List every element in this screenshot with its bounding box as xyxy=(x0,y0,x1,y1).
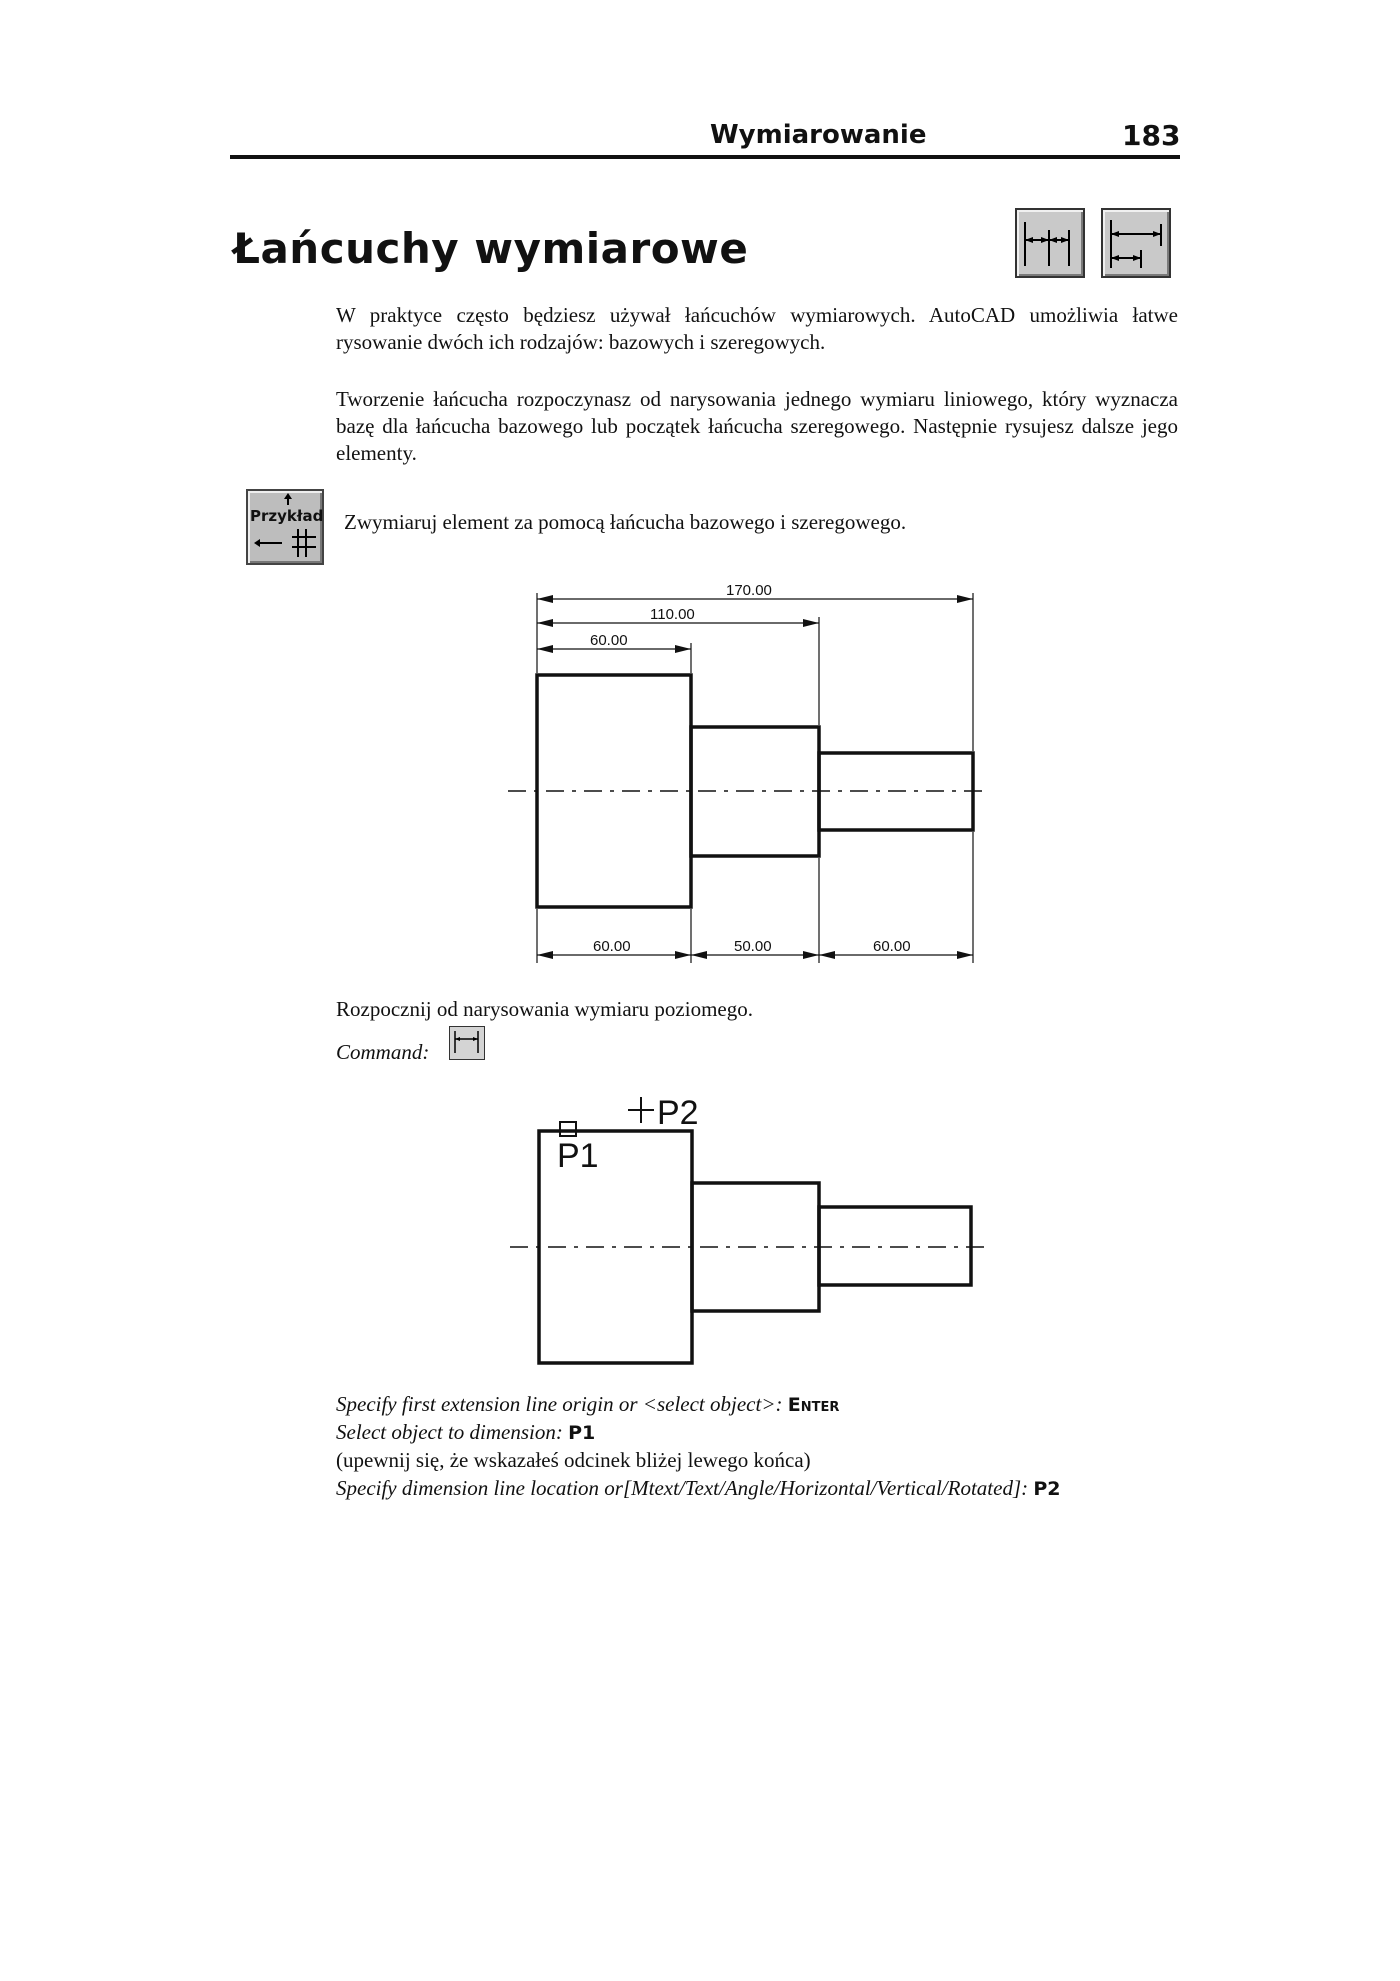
page-number: 183 xyxy=(1122,119,1181,152)
prompt-1-key: Enter xyxy=(787,1394,840,1416)
dimension-baseline-icon[interactable] xyxy=(1015,208,1085,278)
running-header-title: Wymiarowanie xyxy=(710,120,927,150)
dim-label-50-bottom: 50.00 xyxy=(734,938,772,955)
dim-label-60-top: 60.00 xyxy=(590,632,628,649)
prompt-line-1 xyxy=(336,1390,839,1419)
dim-label-60-bottom-left: 60.00 xyxy=(593,938,631,955)
dim-label-110: 110.00 xyxy=(650,606,695,623)
prompt-1-text: Specify first extension line origin or <select object>: xyxy=(336,1392,783,1416)
prompt-3-text: (upewnij się, że wskazałeś odcinek bliżej lewego końca) xyxy=(336,1448,811,1472)
prompt-2-key: P1 xyxy=(568,1422,596,1444)
prompt-line-4 xyxy=(336,1474,1061,1503)
dimension-continue-icon[interactable] xyxy=(1101,208,1171,278)
prompt-line-2 xyxy=(336,1418,595,1447)
example-icon-label: Przykład xyxy=(250,507,324,525)
prompt-line-3 xyxy=(336,1446,811,1474)
linear-dimension-icon[interactable] xyxy=(449,1026,485,1060)
command-label: Command: xyxy=(336,1040,430,1064)
pick-box-marker xyxy=(560,1122,576,1136)
paragraph-intro: W praktyce często będziesz używał łańcuchów wymiarowych. AutoCAD umożliwia łatwe rysowanie dwóch ich rodzajów: bazowych i szeregowych. xyxy=(336,303,1178,354)
example-text: Zwymiaruj element za pomocą łańcucha bazowego i szeregowego. xyxy=(344,510,907,534)
example-icon xyxy=(246,489,324,565)
example-icon-arrows xyxy=(248,491,322,563)
linear-dimension-glyph xyxy=(450,1027,483,1058)
prompt-4-key: P2 xyxy=(1033,1478,1061,1500)
paragraph-chain: Tworzenie łańcucha rozpoczynasz od narysowania jednego wymiaru liniowego, który wyznacza bazę dla łańcucha bazowego lub początek łańcucha szeregowego. Następnie rysujesz dalsze jego elementy. xyxy=(336,387,1178,465)
point-label-p2: P2 xyxy=(657,1094,699,1132)
dim-label-60-bottom-right: 60.00 xyxy=(873,938,911,955)
figure-dimension-chain xyxy=(500,575,1000,975)
figure-select-points xyxy=(500,1085,1000,1375)
dim-label-170: 170.00 xyxy=(726,582,772,599)
dimension-continue-glyph xyxy=(1103,210,1169,276)
point-label-p1: P1 xyxy=(557,1137,599,1175)
instruction-text: Rozpocznij od narysowania wymiaru poziomego. xyxy=(336,997,753,1021)
shaft-part-small xyxy=(819,1207,971,1285)
prompt-4-text: Specify dimension line location or[Mtext/Text/Angle/Horizontal/Vertical/Rotated]: xyxy=(336,1476,1029,1500)
section-title: Łańcuchy wymiarowe xyxy=(233,224,749,273)
header-rule xyxy=(230,155,1180,159)
prompt-2-text: Select object to dimension: xyxy=(336,1420,563,1444)
dimension-baseline-glyph xyxy=(1017,210,1083,276)
